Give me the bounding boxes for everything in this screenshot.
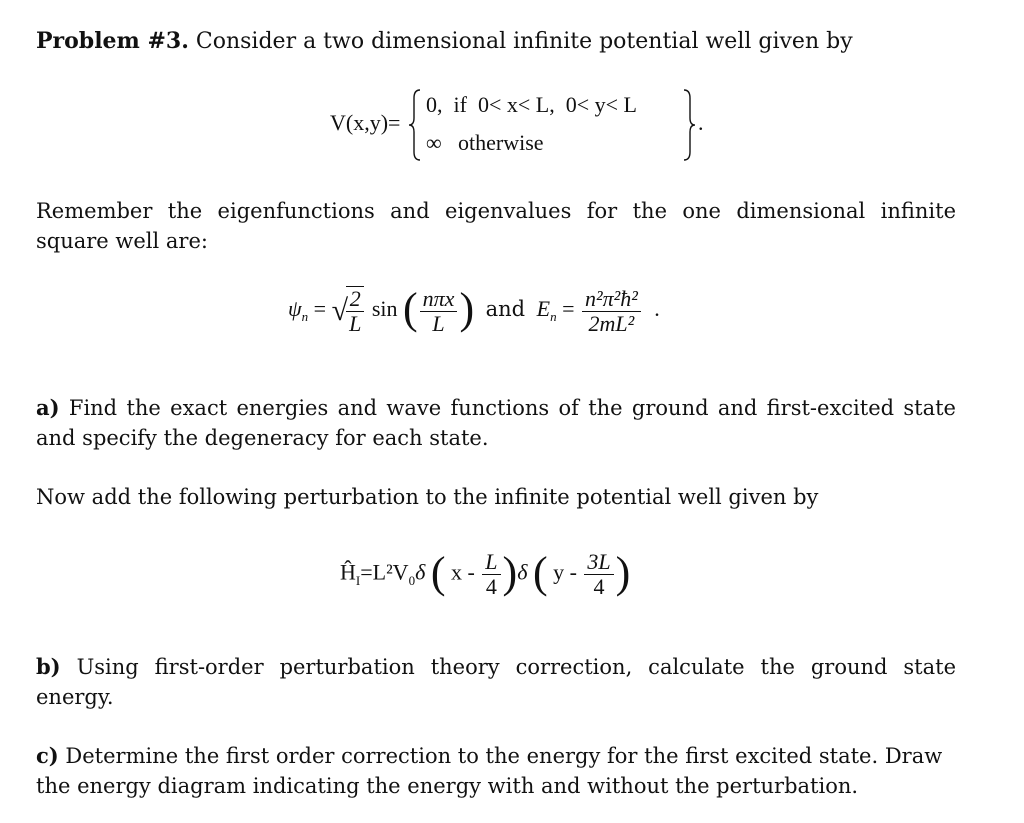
part-a-text: Find the exact energies and wave functions of the ground and first-excited state and specify the degeneracy for each state.: [36, 396, 956, 450]
potential-equation: [330, 88, 730, 168]
part-c-text: Determine the first order correction to the energy for the first excited state. Draw the energy diagram indicating the energy with and without the perturbation.: [36, 744, 943, 798]
potential-lhs: V(x,y)=: [330, 110, 401, 135]
energy-numerator: n²π²ħ²: [582, 287, 641, 312]
equals-sign: =: [313, 296, 327, 322]
delta-2: δ: [517, 559, 528, 585]
part-c-label: c): [36, 743, 59, 768]
potential-end: .: [698, 110, 704, 135]
part-b: [36, 652, 956, 712]
energy-denominator: 2mL²: [588, 310, 635, 336]
part-c: [36, 741, 956, 801]
perturbation-intro: Now add the following perturbation to the infinite potential well given by: [36, 485, 819, 509]
left-brace: [408, 88, 422, 162]
x-term: x -: [450, 559, 475, 585]
sin-argument-fraction: [420, 287, 458, 336]
energy-fraction: [582, 287, 641, 336]
part-b-label: b): [36, 654, 61, 679]
left-paren: (: [403, 284, 418, 333]
eigen-end: .: [654, 296, 660, 322]
y-fraction-denominator: 4: [593, 574, 605, 599]
sqrt-sign: √: [331, 294, 349, 327]
sqrt-fraction: [346, 286, 364, 336]
perturbation-coefficient: =L²V: [360, 559, 409, 585]
perturbation-equation: [340, 547, 631, 599]
sqrt-numerator: 2: [346, 287, 364, 312]
part-a-label: a): [36, 395, 60, 420]
part-b-text: Using first-order perturbation theory correction, calculate the ground state energy.: [36, 655, 957, 709]
potential-case2: otherwise: [458, 130, 544, 155]
x-fraction-numerator: L: [482, 550, 500, 575]
y-term: y -: [553, 559, 577, 585]
argument-denominator: L: [432, 310, 445, 336]
right-paren-y: ): [615, 547, 631, 597]
left-paren-y: (: [532, 547, 548, 597]
argument-numerator: nπx: [420, 287, 458, 312]
equals-sign-2: =: [562, 296, 575, 322]
v-subscript: 0: [408, 572, 416, 588]
right-brace: [682, 88, 696, 162]
psi-symbol: ψ: [288, 296, 302, 322]
x-fraction: [482, 550, 500, 599]
delta-1: δ: [415, 559, 426, 585]
part-a: [36, 393, 956, 453]
left-paren-x: (: [430, 547, 446, 597]
sin-function: sin: [371, 296, 398, 322]
infinity-symbol: ∞: [426, 130, 442, 155]
energy-symbol: E: [536, 296, 551, 322]
hamiltonian-subscript: I: [355, 572, 361, 588]
problem-statement: [36, 26, 956, 57]
potential-case1: 0, if 0< x< L, 0< y< L: [426, 92, 637, 117]
x-fraction-denominator: 4: [485, 574, 497, 599]
energy-subscript: n: [550, 309, 557, 325]
right-paren-x: ): [502, 547, 518, 597]
problem-intro: Consider a two dimensional infinite potential well given by: [195, 29, 853, 54]
right-paren: ): [459, 284, 475, 333]
and-word: and: [485, 297, 526, 322]
psi-subscript: n: [301, 309, 309, 325]
y-fraction-numerator: 3L: [584, 550, 613, 575]
problem-label: Problem #3.: [36, 28, 189, 54]
eigen-equation: [288, 286, 660, 336]
remember-text: Remember the eigenfunctions and eigenvalues for the one dimensional infinite square well are:: [36, 199, 956, 253]
sqrt-denominator: L: [349, 311, 362, 336]
y-fraction: [584, 550, 613, 599]
hamiltonian-symbol: Ĥ: [340, 559, 356, 585]
